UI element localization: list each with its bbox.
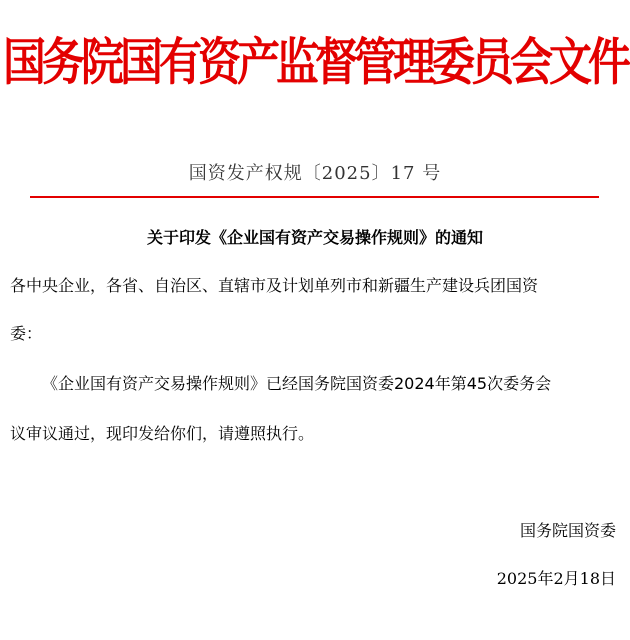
body-paragraph-line-2: 议审议通过，现印发给你们，请遵照执行。 — [10, 424, 315, 443]
document-header-title: 国务院国有资产监督管理委员会文件 — [3, 33, 627, 93]
addressee-line-1: 各中央企业，各省、自治区、直辖市及计划单列市和新疆生产建设兵团国资 — [10, 276, 539, 295]
header-divider — [30, 196, 599, 198]
body-paragraph-line-1: 《企业国有资产交易操作规则》已经国务院国资委2024年第45次委务会 — [42, 374, 552, 393]
document-number: 国资发产权规〔2025〕17 号 — [188, 163, 442, 184]
issuer-signature: 国务院国资委 — [519, 521, 616, 540]
addressee-line-2: 委： — [10, 324, 43, 343]
notice-title: 关于印发《企业国有资产交易操作规则》的通知 — [146, 228, 483, 247]
issue-date: 2025年2月18日 — [496, 569, 616, 588]
